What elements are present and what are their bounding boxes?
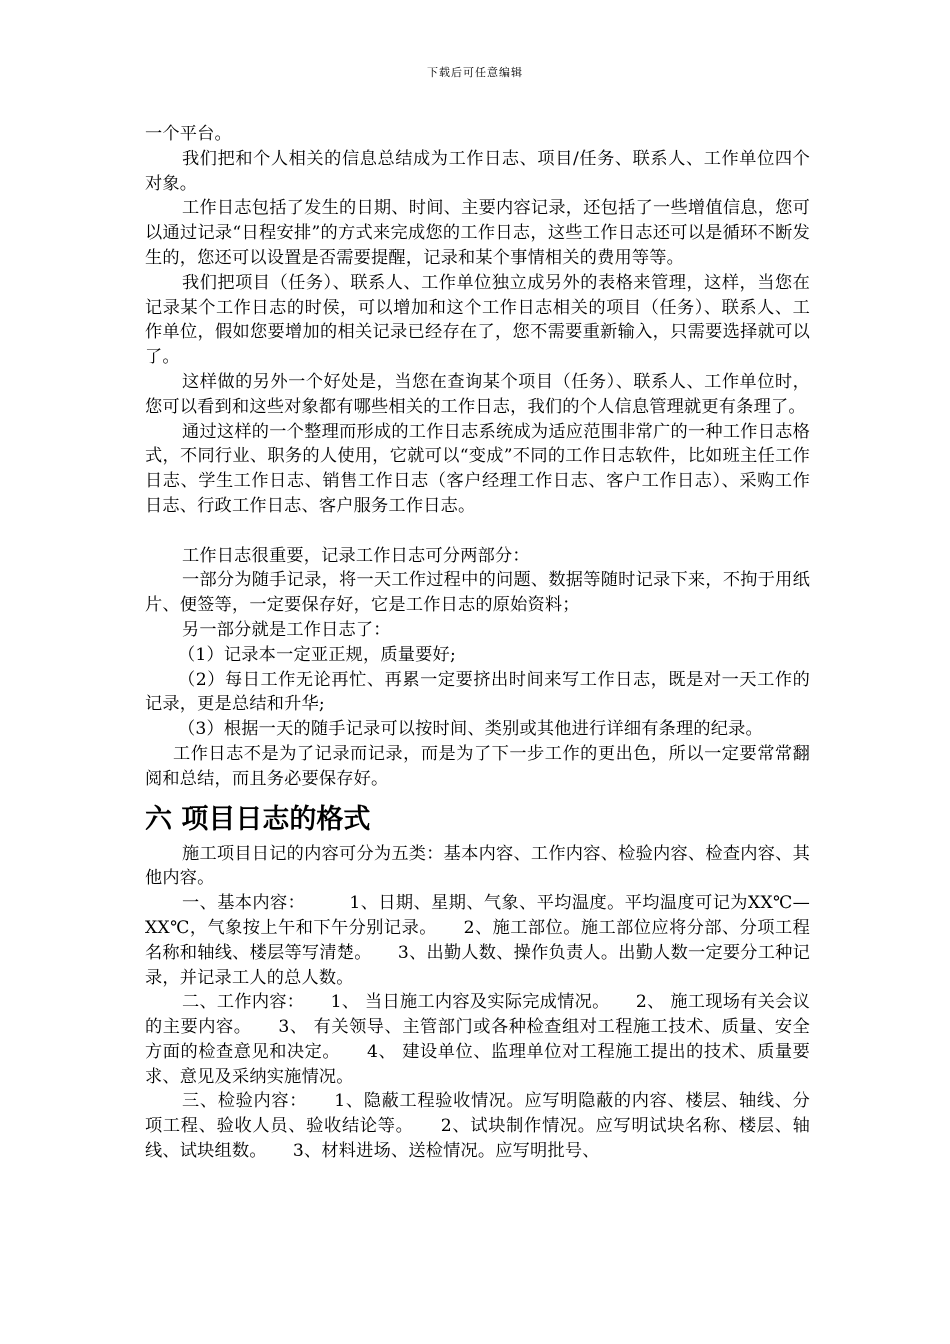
section-heading: 六 项目日志的格式 — [145, 803, 371, 835]
document-body — [145, 122, 810, 1164]
paragraph: 三、检验内容： 1、隐蔽工程验收情况。应写明隐蔽的内容、楼层、轴线、分项工程、验收人员、验收结论等。 2、试块制作情况。应写明试块名称、楼层、轴线、试块组数。 3、材料进场、送检情况。应写明批号、 — [145, 1091, 810, 1162]
paragraph: 一个平台。 — [145, 124, 232, 144]
paragraph: 一、基本内容： 1、日期、星期、气象、平均温度。平均温度可记为XX℃—XX℃，气象按上午和下午分别记录。 2、施工部位。施工部位应将分部、分项工程名称和轴线、楼层等写清楚。 3、出勤人数、操作负责人。出勤人数一定要分工种记录，并记录工人的总人数。 — [145, 893, 810, 988]
list-item: （1）记录本一定亚正规，质量要好; — [178, 644, 456, 665]
list-item: （3）根据一天的随手记录可以按时间、类别或其他进行详细有条理的纪录。 — [178, 719, 763, 740]
blank-line — [145, 519, 810, 544]
paragraph: 我们把项目（任务）、联系人、工作单位独立成另外的表格来管理，这样，当您在记录某个工作日志的时侯，可以增加和这个工作日志相关的项目（任务）、联系人、工作单位，假如您要增加的相关记录已经存在了，您不需要重新输入，只需要选择就可以了。 — [145, 272, 810, 368]
paragraph: 工作日志不是为了记录而记录，而是为了下一步工作的更出色，所以一定要常常翻阅和总结，而且务必要保存好。 — [145, 743, 810, 789]
paragraph: 二、工作内容： 1、 当日施工内容及实际完成情况。 2、 施工现场有关会议的主要内容。 3、 有关领导、主管部门或各种检查组对工程施工技术、质量、安全方面的检查意见和决定。 4、 建设单位、监理单位对工程施工提出的技术、质量要求、意见及采纳实施情况。 — [145, 992, 810, 1087]
paragraph: 工作日志很重要，记录工作日志可分两部分： — [182, 545, 530, 566]
paragraph: 这样做的另外一个好处是，当您在查询某个项目（任务）、联系人、工作单位时，您可以看到和这些对象都有哪些相关的工作日志，我们的个人信息管理就更有条理了。 — [145, 371, 810, 417]
paragraph: 我们把和个人相关的信息总结成为工作日志、项目/任务、联系人、工作单位四个对象。 — [145, 148, 810, 194]
paragraph: 一部分为随手记录，将一天工作过程中的问题、数据等随时记录下来，不拘于用纸片、便签等，一定要保存好，它是工作日志的原始资料； — [145, 570, 810, 616]
page-header-note: 下载后可任意编辑 — [427, 66, 523, 79]
paragraph: 施工项目日记的内容可分为五类：基本内容、工作内容、检验内容、检查内容、其他内容。 — [145, 843, 810, 889]
list-item: （2）每日工作无论再忙、再累一定要挤出时间来写工作日志，既是对一天工作的记录，更是总结和升华; — [145, 669, 810, 715]
paragraph: 通过这样的一个整理而形成的工作日志系统成为适应范围非常广的一种工作日志格式，不同行业、职务的人使用，它就可以“变成”不同的工作日志软件，比如班主任工作日志、学生工作日志、销售工作日志（客户经理工作日志、客户工作日志）、采购工作日志、行政工作日志、客户服务工作日志。 — [145, 421, 810, 516]
paragraph: 工作日志包括了发生的日期、时间、主要内容记录，还包括了一些增值信息，您可以通过记录“日程安排”的方式来完成您的工作日志，这些工作日志还可以是循环不断发生的，您还可以设置是否需要提醒，记录和某个事情相关的费用等等。 — [145, 198, 810, 268]
paragraph: 另一部分就是工作日志了： — [182, 619, 391, 640]
